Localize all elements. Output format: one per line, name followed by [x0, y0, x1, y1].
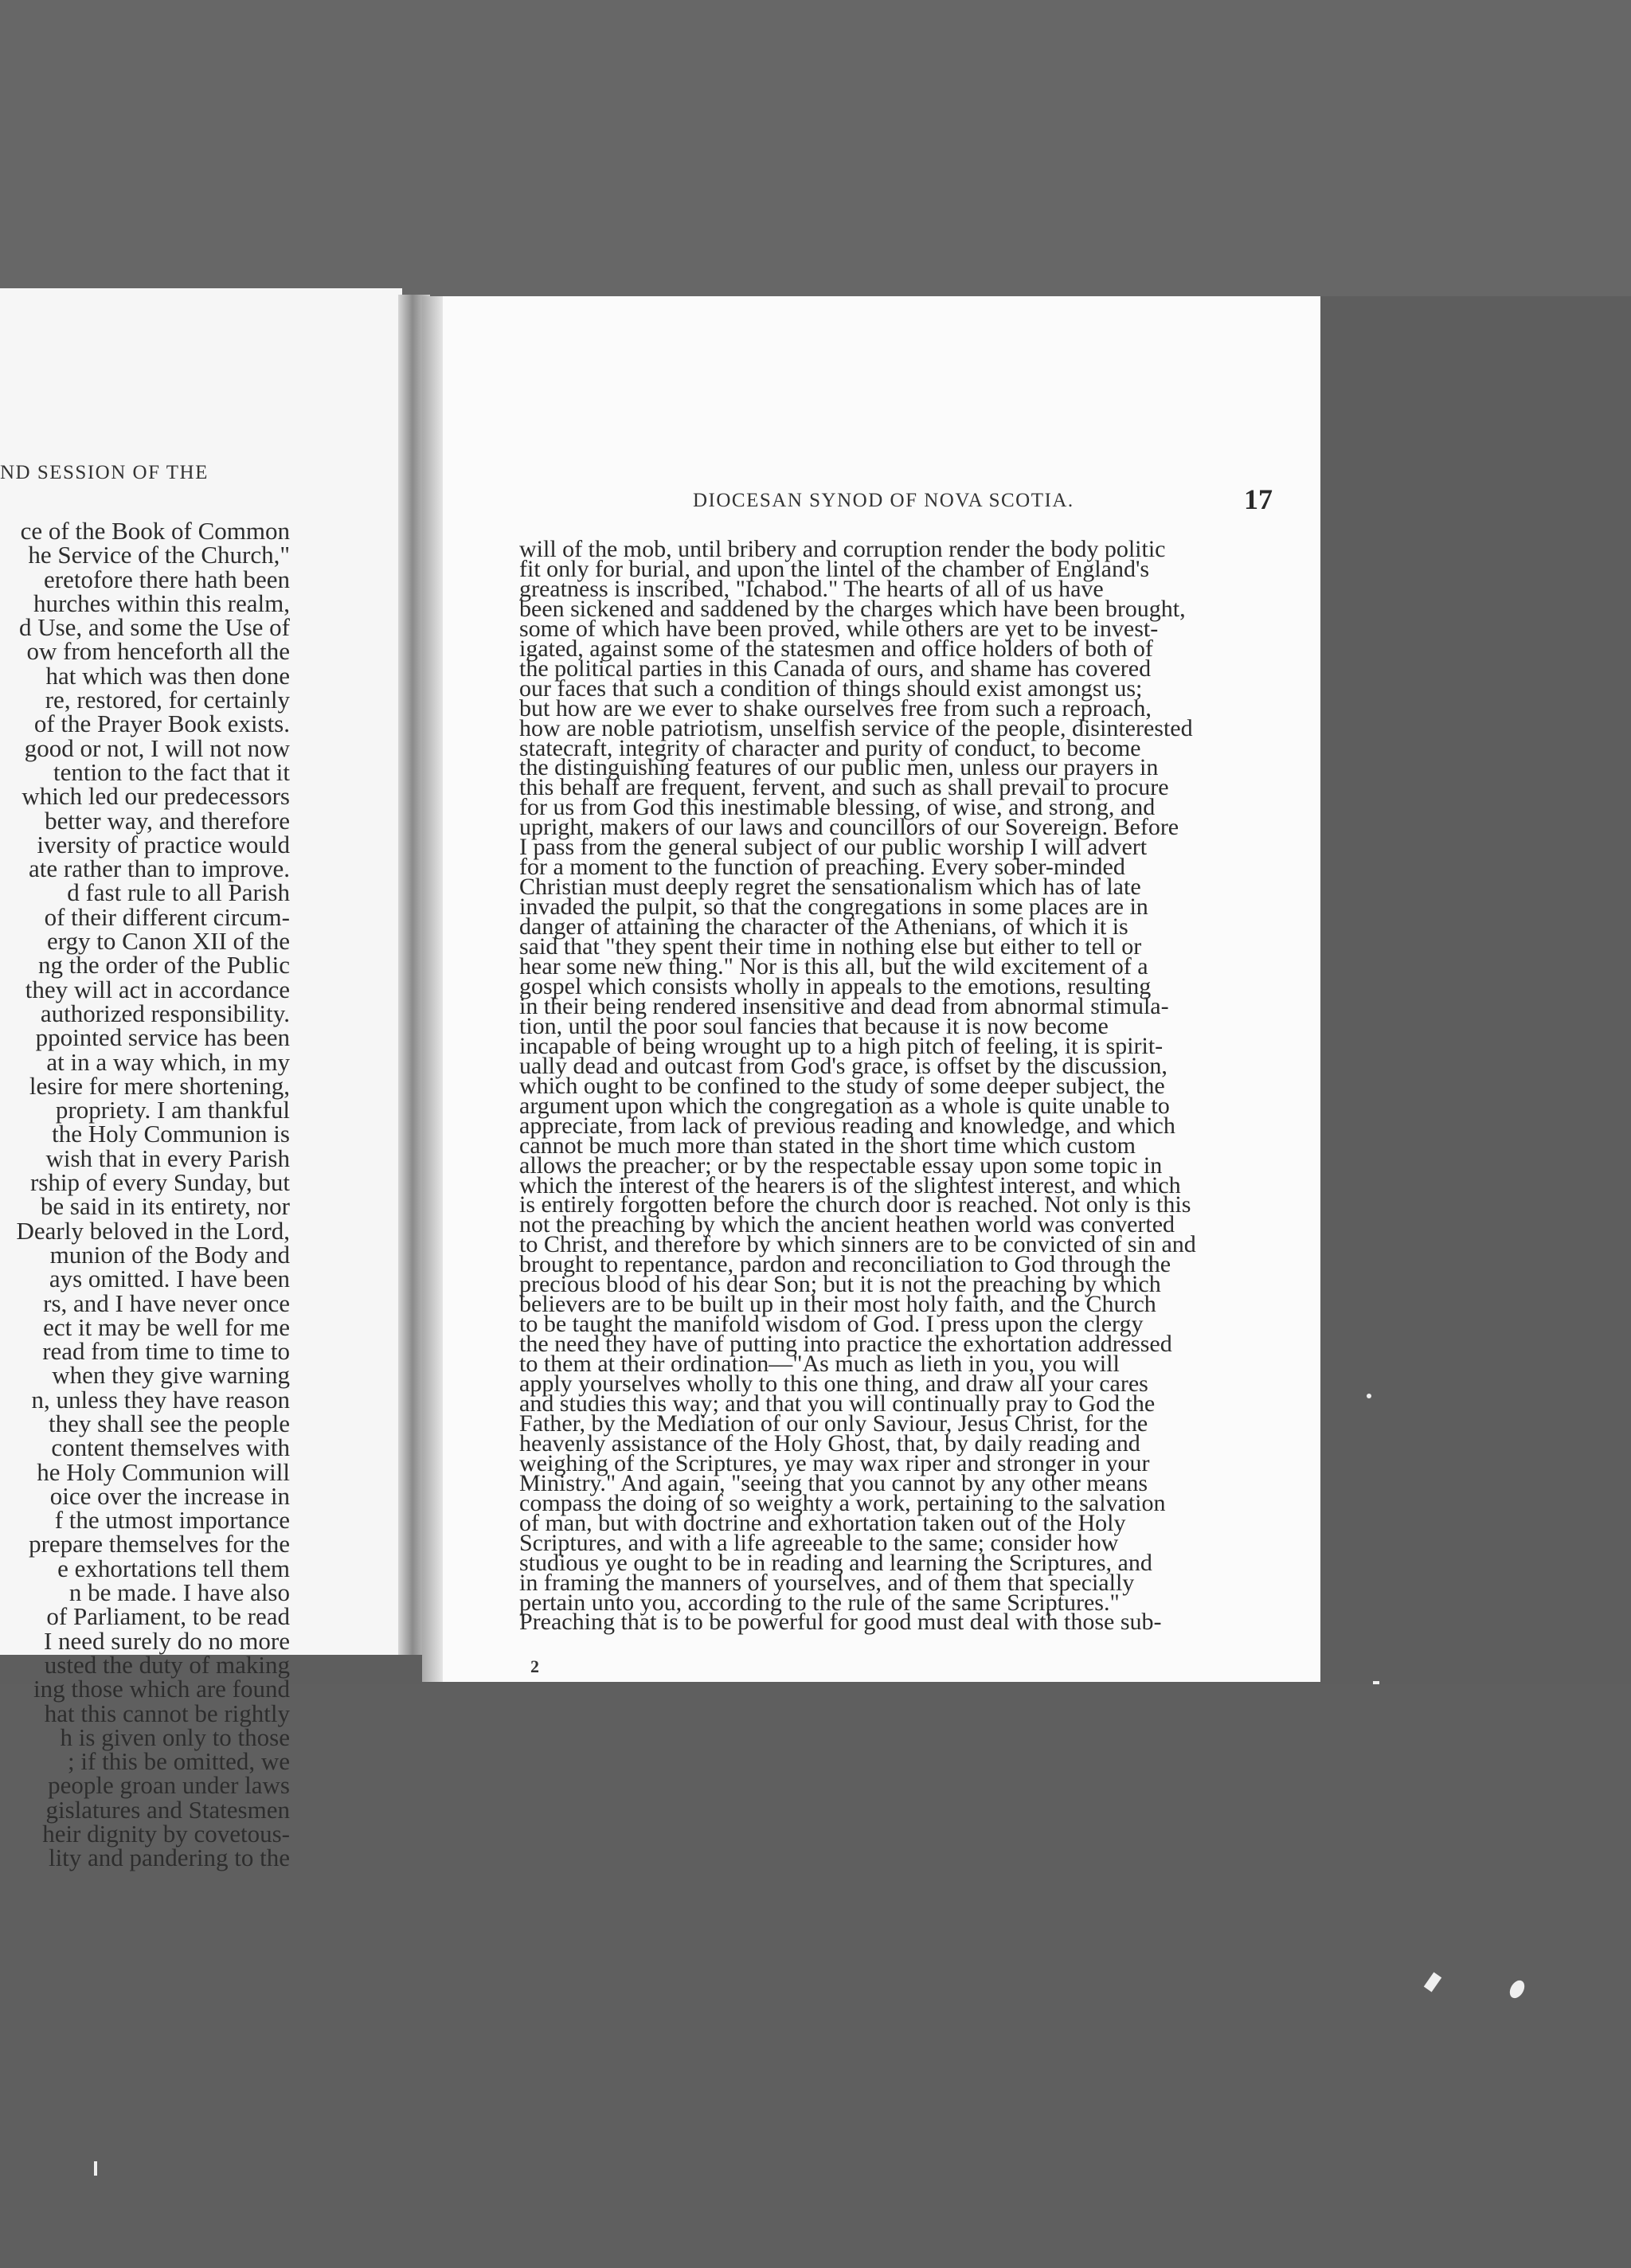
- text-line: heavenly assistance of the Holy Ghost, that, by daily reading and: [519, 1429, 1140, 1457]
- left-text-line: at in a way which, in my: [46, 1047, 290, 1076]
- left-text-line: hurches within this realm,: [33, 589, 290, 617]
- left-text-line: propriety. I am thankful: [55, 1096, 290, 1124]
- text-line: and studies this way; and that you will continually pray to God the: [519, 1390, 1156, 1417]
- text-line: how are noble patriotism, unselfish service of the people, disinterested: [519, 714, 1193, 741]
- left-text-line: e exhortations tell them: [57, 1554, 290, 1582]
- left-text-line: tention to the fact that it: [53, 757, 290, 786]
- text-line: the distinguishing features of our public men, unless our prayers in: [519, 754, 1159, 781]
- running-header: DIOCESAN SYNOD OF NOVA SCOTIA.: [693, 490, 1074, 511]
- text-line: invaded the pulpit, so that the congregations in some places are in: [519, 894, 1148, 921]
- page-number: 17: [1244, 483, 1273, 515]
- scanner-background-top: [0, 0, 1631, 296]
- left-text-line: ays omitted. I have been: [49, 1265, 290, 1293]
- left-text-line: re, restored, for certainly: [45, 686, 290, 714]
- left-text-line: he Holy Communion will: [37, 1457, 290, 1486]
- left-text-line: good or not, I will not now: [24, 733, 290, 762]
- text-line: pertain unto you, according to the rule of the same Scriptures.": [519, 1589, 1120, 1616]
- left-text-line: lesire for mere shortening,: [29, 1071, 290, 1100]
- text-line: our faces that such a condition of things should exist amongst us;: [519, 675, 1143, 702]
- left-page: [0, 288, 402, 1872]
- left-text-line: he Service of the Church,": [28, 541, 290, 569]
- left-text-line: gislatures and Statesmen: [45, 1795, 290, 1824]
- left-text-line: better way, and therefore: [45, 806, 290, 835]
- text-line: Scriptures, and with a life agreeable to the same; consider how: [519, 1529, 1119, 1556]
- text-line: statecraft, integrity of character and purity of conduct, to become: [519, 734, 1141, 761]
- left-text-line: f the utmost importance: [54, 1506, 290, 1535]
- text-line: incapable of being wrought up to a high pitch of feeling, it is spirit-: [519, 1032, 1164, 1059]
- text-line: brought to repentance, pardon and reconciliation to God through the: [519, 1251, 1171, 1278]
- text-line: argument upon which the congregation as a whole is quite unable to: [519, 1092, 1170, 1119]
- text-line: allows the preacher; or by the respectable essay upon some topic in: [519, 1152, 1163, 1179]
- text-line: Preaching that is to be powerful for good must deal with those sub-: [519, 1609, 1162, 1636]
- text-line: of man, but with doctrine and exhortation taken out of the Holy: [519, 1509, 1126, 1536]
- text-line: in their being rendered insensitive and dead from abnormal stimula-: [519, 992, 1169, 1019]
- text-line: upright, makers of our laws and councillors of our Sovereign. Before: [519, 814, 1179, 841]
- body-text: [519, 536, 1274, 1636]
- left-text-line: prepare themselves for the: [29, 1530, 290, 1558]
- page-edge-shadow: [422, 296, 443, 1682]
- left-text-line: h is given only to those: [60, 1723, 290, 1751]
- scan-speck: [1367, 1394, 1371, 1398]
- text-line: ually dead and outcast from God's grace, is offset by the discussion,: [519, 1052, 1168, 1079]
- text-line: which the interest of the hearers is of the slightest interest, and which: [519, 1171, 1181, 1199]
- text-line: Christian must deeply regret the sensationalism which has of late: [519, 874, 1141, 901]
- left-text-line: of Parliament, to be read: [46, 1602, 290, 1631]
- left-text-line: ate rather than to improve.: [29, 854, 290, 883]
- left-text-line: authorized responsibility.: [40, 999, 290, 1027]
- text-line: studious ye ought to be in reading and learning the Scriptures, and: [519, 1549, 1152, 1576]
- left-text-line: rship of every Sunday, but: [29, 1168, 290, 1197]
- text-line: believers are to be built up in their most holy faith, and the Church: [519, 1291, 1156, 1318]
- left-text-line: hat which was then done: [45, 661, 290, 690]
- text-line: is entirely forgotten before the church door is reached. Not only is this: [519, 1191, 1191, 1218]
- left-text-line: oice over the increase in: [49, 1481, 290, 1510]
- text-line: in framing the manners of yourselves, and of them that specially: [519, 1569, 1135, 1596]
- text-line: this behalf are frequent, fervent, and such as shall prevail to procure: [519, 774, 1169, 801]
- text-line: the need they have of putting into practice the exhortation addressed: [519, 1331, 1172, 1358]
- left-text-line: ect it may be well for me: [43, 1312, 290, 1341]
- right-page: [422, 296, 1320, 1682]
- left-text-line: d Use, and some the Use of: [18, 613, 290, 642]
- text-line: precious blood of his dear Son; but it is not the preaching by which: [519, 1271, 1161, 1298]
- left-text-line: hat this cannot be rightly: [44, 1699, 290, 1727]
- text-line: some of which have been proved, while others are yet to be invest-: [519, 615, 1159, 642]
- text-line: not the preaching by which the ancient heathen world was converted: [519, 1211, 1175, 1238]
- left-running-header: ND SESSION OF THE: [0, 462, 209, 483]
- text-line: greatness is inscribed, "Ichabod." The hearts of all of us have: [519, 575, 1104, 602]
- left-text-line: they shall see the people: [48, 1409, 290, 1437]
- left-text-line: lity and pandering to the: [48, 1844, 290, 1872]
- left-text-line: ow from henceforth all the: [26, 637, 290, 666]
- text-line: fit only for burial, and upon the lintel of the chamber of England's: [519, 555, 1150, 582]
- left-text-line: Dearly beloved in the Lord,: [16, 1216, 290, 1245]
- text-line: hear some new thing." Nor is this all, but the wild excitement of a: [519, 953, 1148, 980]
- left-text-line: ppointed service has been: [35, 1023, 290, 1052]
- text-line: apply yourselves wholly to this one thing, and draw all your cares: [519, 1371, 1148, 1398]
- left-text-line: ergy to Canon XII of the: [46, 927, 290, 956]
- text-line: been sickened and saddened by the charges which have been brought,: [519, 595, 1186, 622]
- text-line: igated, against some of the statesmen and office holders of both of: [519, 635, 1153, 662]
- left-text-line: content themselves with: [51, 1433, 290, 1462]
- left-text-line: eretofore there hath been: [44, 565, 290, 593]
- left-text-line: ; if this be omitted, we: [68, 1747, 290, 1776]
- left-text-line: of the Prayer Book exists.: [33, 710, 290, 738]
- text-line: gospel which consists wholly in appeals to the emotions, resulting: [519, 972, 1152, 999]
- text-line: weighing of the Scriptures, ye may wax riper and stronger in your: [519, 1449, 1150, 1476]
- left-text-line: read from time to time to: [42, 1337, 290, 1366]
- scan-speck: [1373, 1681, 1379, 1684]
- left-text-line: ce of the Book of Common: [20, 517, 290, 545]
- left-text-line: n be made. I have also: [68, 1578, 290, 1607]
- left-text-line: the Holy Communion is: [52, 1120, 290, 1148]
- signature-mark: 2: [530, 1656, 539, 1676]
- left-text-line: of their different circum-: [44, 902, 290, 931]
- text-line: for a moment to the function of preaching. Every sober-minded: [519, 854, 1125, 881]
- text-line: danger of attaining the character of the Athenians, of which it is: [519, 913, 1128, 940]
- left-text-line: munion of the Body and: [49, 1240, 290, 1269]
- left-text-line: they will act in accordance: [25, 975, 290, 1003]
- text-line: to them at their ordination—"As much as lieth in you, you will: [519, 1351, 1120, 1378]
- left-text-line: d fast rule to all Parish: [67, 878, 290, 907]
- text-line: to be taught the manifold wisdom of God. I press upon the clergy: [519, 1311, 1144, 1338]
- left-text-line: be said in its entirety, nor: [40, 1192, 290, 1221]
- left-text-line: people groan under laws: [48, 1771, 290, 1800]
- left-text-line: usted the duty of making: [44, 1650, 290, 1679]
- text-line: Ministry." And again, "seeing that you cannot by any other means: [519, 1469, 1148, 1496]
- text-line: will of the mob, until bribery and corruption render the body politic: [519, 536, 1166, 562]
- text-line: but how are we ever to shake ourselves free from such a reproach,: [519, 694, 1152, 721]
- text-line: the political parties in this Canada of ours, and shame has covered: [519, 655, 1152, 682]
- text-line: said that "they spent their time in nothing else but either to tell or: [519, 933, 1142, 960]
- text-line: cannot be much more than stated in the short time which custom: [519, 1132, 1136, 1159]
- scan-speck: [94, 2161, 97, 2176]
- left-text-line: which led our predecessors: [22, 782, 290, 811]
- text-line: appreciate, from lack of previous reading and knowledge, and which: [519, 1112, 1175, 1139]
- text-line: I pass from the general subject of our public worship I will advert: [519, 834, 1148, 861]
- left-text-line: rs, and I have never once: [43, 1288, 290, 1317]
- left-text-line: ing those which are found: [33, 1675, 290, 1703]
- left-text-line: wish that in every Parish: [45, 1144, 290, 1172]
- left-text-line: when they give warning: [52, 1361, 290, 1390]
- left-text-line: n, unless they have reason: [31, 1385, 290, 1414]
- text-line: Father, by the Mediation of our only Saviour, Jesus Christ, for the: [519, 1410, 1148, 1437]
- left-text-line: ng the order of the Public: [38, 951, 290, 980]
- text-line: which ought to be confined to the study of some deeper subject, the: [519, 1072, 1165, 1099]
- left-text-line: I need surely do no more: [43, 1626, 290, 1655]
- left-text-line: iversity of practice would: [37, 830, 290, 858]
- text-line: compass the doing of so weighty a work, pertaining to the salvation: [519, 1489, 1166, 1516]
- left-page-text: [17, 519, 290, 1871]
- text-line: for us from God this inestimable blessing, of wise, and strong, and: [519, 794, 1156, 821]
- text-line: tion, until the poor soul fancies that because it is now become: [519, 1012, 1109, 1039]
- text-line: to Christ, and therefore by which sinners are to be convicted of sin and: [519, 1231, 1196, 1258]
- left-text-line: heir dignity by covetous-: [42, 1820, 290, 1848]
